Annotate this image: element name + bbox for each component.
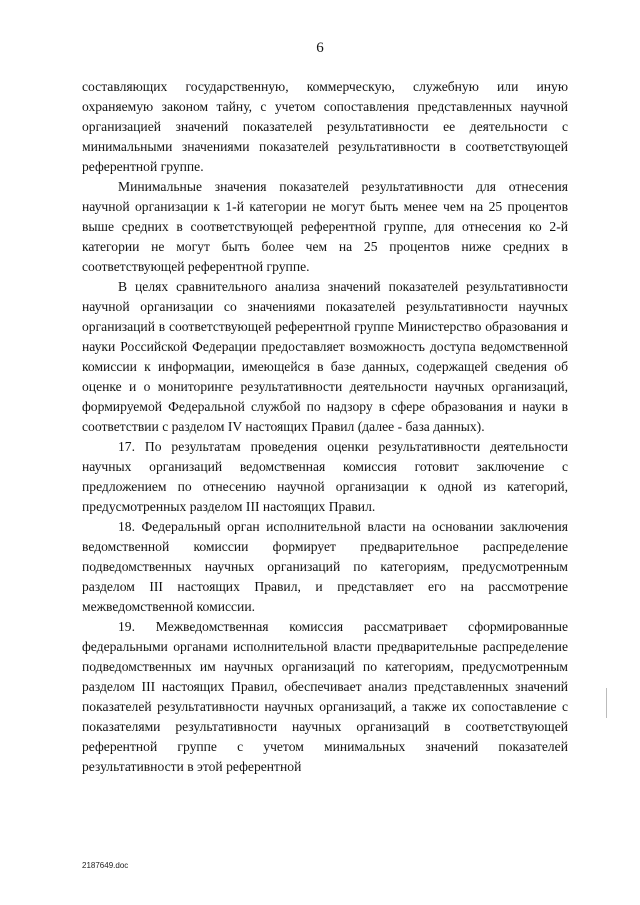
page-number: 6 xyxy=(316,40,324,56)
scan-margin-mark xyxy=(606,688,607,718)
paragraph-clause-18: 18. Федеральный орган исполнительной власти на основании заключения ведомственной комиссии формирует предварительное распределение подведомственных научных организаций по категориям, предусмотренным разделом III настоящих Правил, и представляет его на рассмотрение межведомственной комиссии. xyxy=(82,519,568,614)
document-body xyxy=(82,77,568,777)
footer-file-name: 2187649.doc xyxy=(82,861,129,870)
paragraph-clause-19: 19. Межведомственная комиссия рассматривает сформированные федеральными органами исполнительной власти предварительные распределение подведомственных им научных организаций по категориям, предусмотренным разделом III настоящих Правил, обеспечивает анализ представленных значений показателей результативности научных организаций, а также их сопоставление с показателями результативности научных организаций в соответствующей референтной группе с учетом минимальных значений показателей результативности в этой референтной xyxy=(82,619,568,774)
paragraph-continuation: составляющих государственную, коммерческую, служебную или иную охраняемую законом тайну, с учетом сопоставления представленных научной организацией значений показателей результативности ее деятельности с минимальными значениями показателей результативности в соответствующей референтной группе. xyxy=(82,79,568,174)
paragraph-minimal-values: Минимальные значения показателей результативности для отнесения научной организации к 1-й категории не могут быть менее чем на 25 процентов выше средних в соответствующей референтной группе, для отнесения ко 2-й категории не могут быть более чем на 25 процентов ниже средних в соответствующей референтной группе. xyxy=(82,179,568,274)
paragraph-clause-17: 17. По результатам проведения оценки результативности деятельности научных организаций ведомственная комиссия готовит заключение с предложением по отнесению научной организации к одной из категорий, предусмотренных разделом III настоящих Правил. xyxy=(82,439,568,514)
paragraph-comparative-analysis: В целях сравнительного анализа значений показателей результативности научной организации со значениями показателей результативности научных организаций в соответствующей референтной группе Министерство образования и науки Российской Федерации предоставляет возможность доступа ведомственной комиссии к информации, имеющейся в базе данных, содержащей сведения об оценке и о мониторинге результативности деятельности научных организаций, формируемой Федеральной службой по надзору в сфере образования и науки в соответствии с разделом IV настоящих Правил (далее - база данных). xyxy=(82,279,568,434)
